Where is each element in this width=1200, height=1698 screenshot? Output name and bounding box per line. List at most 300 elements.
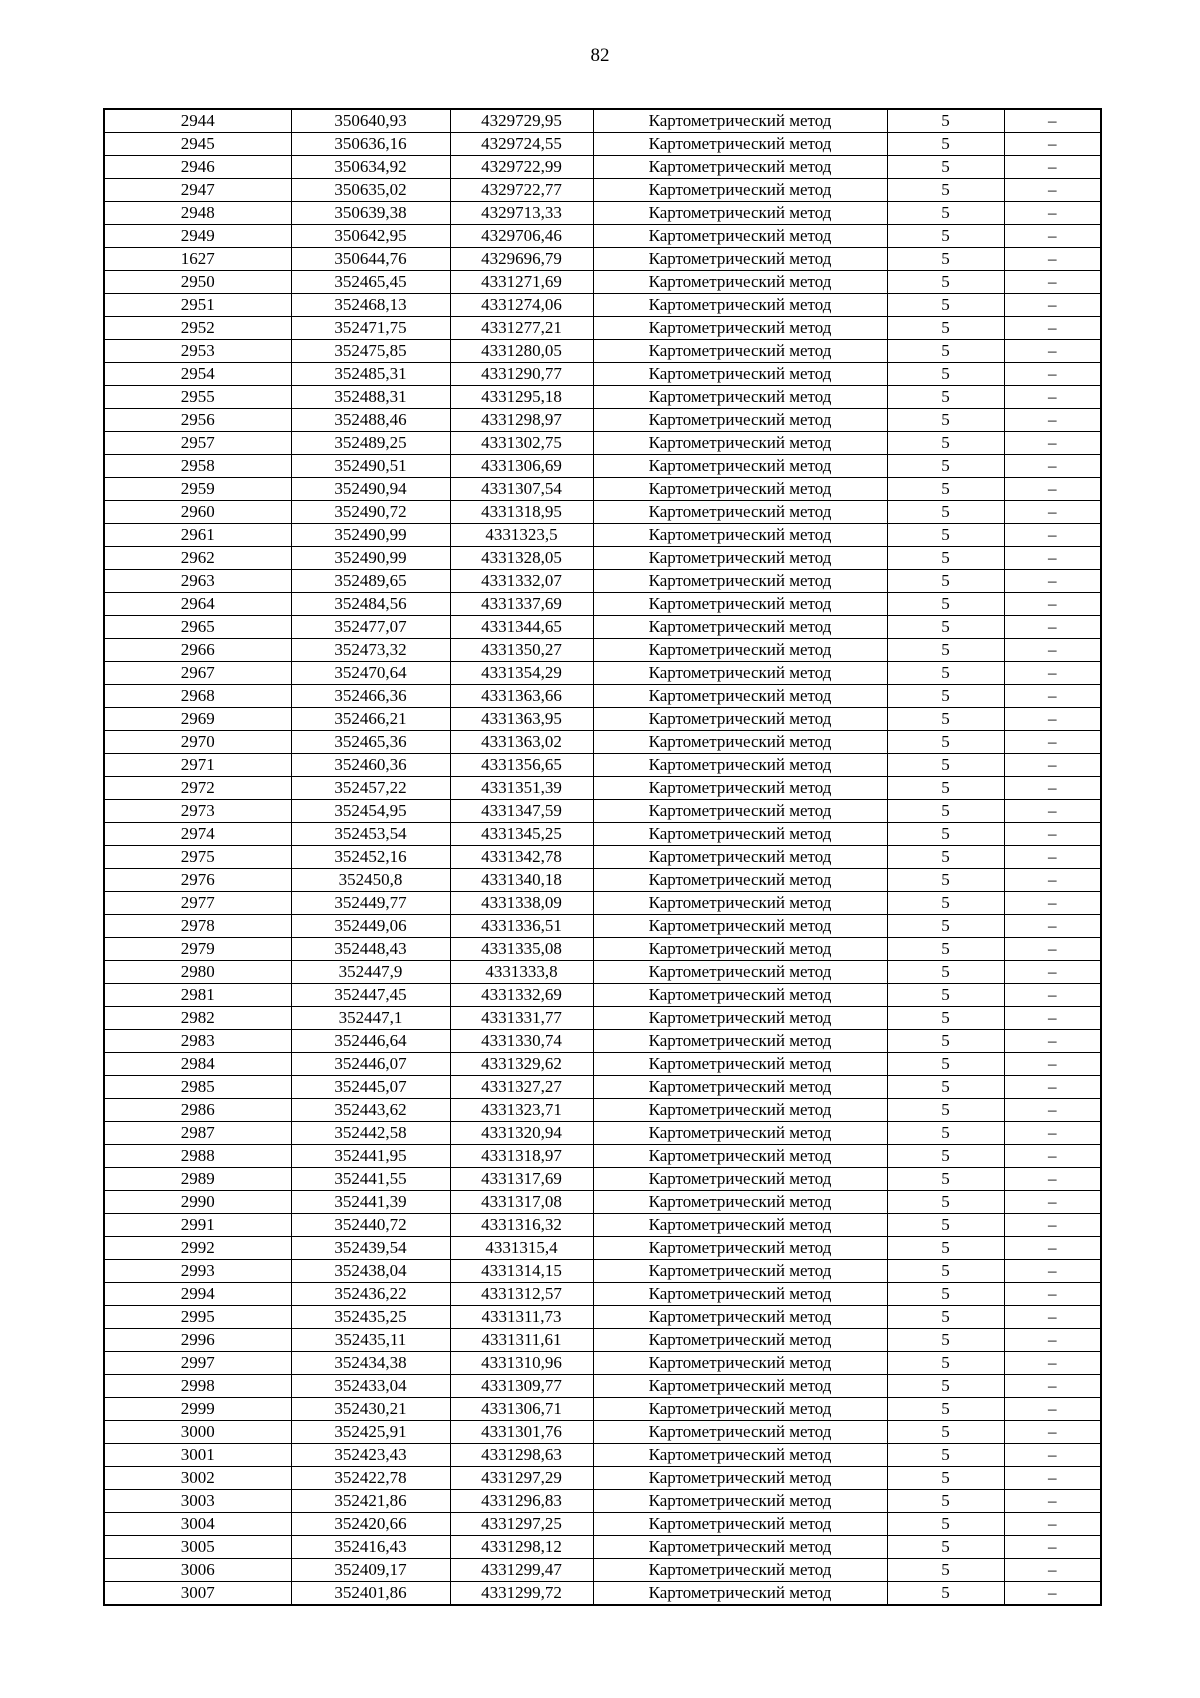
x-coordinate-cell: 352466,21 bbox=[291, 708, 450, 731]
note-cell: – bbox=[1004, 1214, 1101, 1237]
table-row bbox=[104, 386, 1101, 409]
table-row bbox=[104, 708, 1101, 731]
y-coordinate-cell: 4331337,69 bbox=[450, 593, 593, 616]
note-cell: – bbox=[1004, 1306, 1101, 1329]
x-coordinate-cell: 352443,62 bbox=[291, 1099, 450, 1122]
x-coordinate-cell: 352466,36 bbox=[291, 685, 450, 708]
method-cell: Картометрический метод bbox=[593, 271, 887, 294]
method-cell: Картометрический метод bbox=[593, 1559, 887, 1582]
accuracy-cell: 5 bbox=[887, 478, 1004, 501]
x-coordinate-cell: 352446,07 bbox=[291, 1053, 450, 1076]
y-coordinate-cell: 4331363,95 bbox=[450, 708, 593, 731]
table-row bbox=[104, 1076, 1101, 1099]
table-row bbox=[104, 777, 1101, 800]
point-number-cell: 2994 bbox=[104, 1283, 291, 1306]
method-cell: Картометрический метод bbox=[593, 639, 887, 662]
point-number-cell: 2961 bbox=[104, 524, 291, 547]
point-number-cell: 2963 bbox=[104, 570, 291, 593]
x-coordinate-cell: 352468,13 bbox=[291, 294, 450, 317]
table-row bbox=[104, 363, 1101, 386]
y-coordinate-cell: 4331363,02 bbox=[450, 731, 593, 754]
y-coordinate-cell: 4331330,74 bbox=[450, 1030, 593, 1053]
note-cell: – bbox=[1004, 1283, 1101, 1306]
table-row bbox=[104, 501, 1101, 524]
y-coordinate-cell: 4329722,99 bbox=[450, 156, 593, 179]
note-cell: – bbox=[1004, 915, 1101, 938]
accuracy-cell: 5 bbox=[887, 1030, 1004, 1053]
point-number-cell: 2964 bbox=[104, 593, 291, 616]
accuracy-cell: 5 bbox=[887, 1467, 1004, 1490]
note-cell: – bbox=[1004, 616, 1101, 639]
y-coordinate-cell: 4331315,4 bbox=[450, 1237, 593, 1260]
point-number-cell: 2980 bbox=[104, 961, 291, 984]
y-coordinate-cell: 4331340,18 bbox=[450, 869, 593, 892]
note-cell: – bbox=[1004, 363, 1101, 386]
note-cell: – bbox=[1004, 1076, 1101, 1099]
point-number-cell: 3003 bbox=[104, 1490, 291, 1513]
accuracy-cell: 5 bbox=[887, 1168, 1004, 1191]
x-coordinate-cell: 352442,58 bbox=[291, 1122, 450, 1145]
y-coordinate-cell: 4331302,75 bbox=[450, 432, 593, 455]
table-row bbox=[104, 685, 1101, 708]
point-number-cell: 2975 bbox=[104, 846, 291, 869]
accuracy-cell: 5 bbox=[887, 271, 1004, 294]
table-row bbox=[104, 432, 1101, 455]
point-number-cell: 2962 bbox=[104, 547, 291, 570]
method-cell: Картометрический метод bbox=[593, 1467, 887, 1490]
note-cell: – bbox=[1004, 432, 1101, 455]
accuracy-cell: 5 bbox=[887, 915, 1004, 938]
x-coordinate-cell: 352475,85 bbox=[291, 340, 450, 363]
y-coordinate-cell: 4329696,79 bbox=[450, 248, 593, 271]
x-coordinate-cell: 352409,17 bbox=[291, 1559, 450, 1582]
y-coordinate-cell: 4331318,97 bbox=[450, 1145, 593, 1168]
note-cell: – bbox=[1004, 1168, 1101, 1191]
x-coordinate-cell: 352452,16 bbox=[291, 846, 450, 869]
y-coordinate-cell: 4331296,83 bbox=[450, 1490, 593, 1513]
note-cell: – bbox=[1004, 1582, 1101, 1606]
table-row bbox=[104, 800, 1101, 823]
point-number-cell: 2969 bbox=[104, 708, 291, 731]
table-row bbox=[104, 869, 1101, 892]
method-cell: Картометрический метод bbox=[593, 892, 887, 915]
table-row bbox=[104, 1444, 1101, 1467]
method-cell: Картометрический метод bbox=[593, 1076, 887, 1099]
method-cell: Картометрический метод bbox=[593, 248, 887, 271]
accuracy-cell: 5 bbox=[887, 662, 1004, 685]
x-coordinate-cell: 352435,11 bbox=[291, 1329, 450, 1352]
y-coordinate-cell: 4331297,25 bbox=[450, 1513, 593, 1536]
y-coordinate-cell: 4331280,05 bbox=[450, 340, 593, 363]
x-coordinate-cell: 350634,92 bbox=[291, 156, 450, 179]
method-cell: Картометрический метод bbox=[593, 1398, 887, 1421]
x-coordinate-cell: 352490,99 bbox=[291, 547, 450, 570]
note-cell: – bbox=[1004, 386, 1101, 409]
y-coordinate-cell: 4331356,65 bbox=[450, 754, 593, 777]
method-cell: Картометрический метод bbox=[593, 1007, 887, 1030]
y-coordinate-cell: 4331298,12 bbox=[450, 1536, 593, 1559]
page-number: 82 bbox=[590, 45, 610, 66]
y-coordinate-cell: 4331323,5 bbox=[450, 524, 593, 547]
accuracy-cell: 5 bbox=[887, 1214, 1004, 1237]
note-cell: – bbox=[1004, 271, 1101, 294]
note-cell: – bbox=[1004, 984, 1101, 1007]
x-coordinate-cell: 352441,55 bbox=[291, 1168, 450, 1191]
y-coordinate-cell: 4329706,46 bbox=[450, 225, 593, 248]
point-number-cell: 2946 bbox=[104, 156, 291, 179]
y-coordinate-cell: 4331301,76 bbox=[450, 1421, 593, 1444]
point-number-cell: 3002 bbox=[104, 1467, 291, 1490]
table-row bbox=[104, 317, 1101, 340]
point-number-cell: 2948 bbox=[104, 202, 291, 225]
note-cell: – bbox=[1004, 202, 1101, 225]
accuracy-cell: 5 bbox=[887, 1007, 1004, 1030]
table-row bbox=[104, 984, 1101, 1007]
x-coordinate-cell: 350635,02 bbox=[291, 179, 450, 202]
method-cell: Картометрический метод bbox=[593, 1329, 887, 1352]
note-cell: – bbox=[1004, 317, 1101, 340]
table-row bbox=[104, 455, 1101, 478]
point-number-cell: 2945 bbox=[104, 133, 291, 156]
note-cell: – bbox=[1004, 340, 1101, 363]
accuracy-cell: 5 bbox=[887, 432, 1004, 455]
note-cell: – bbox=[1004, 1375, 1101, 1398]
note-cell: – bbox=[1004, 1421, 1101, 1444]
method-cell: Картометрический метод bbox=[593, 1168, 887, 1191]
note-cell: – bbox=[1004, 409, 1101, 432]
accuracy-cell: 5 bbox=[887, 892, 1004, 915]
note-cell: – bbox=[1004, 225, 1101, 248]
accuracy-cell: 5 bbox=[887, 1398, 1004, 1421]
accuracy-cell: 5 bbox=[887, 109, 1004, 133]
note-cell: – bbox=[1004, 478, 1101, 501]
y-coordinate-cell: 4331347,59 bbox=[450, 800, 593, 823]
table-row bbox=[104, 754, 1101, 777]
x-coordinate-cell: 352445,07 bbox=[291, 1076, 450, 1099]
y-coordinate-cell: 4331345,25 bbox=[450, 823, 593, 846]
method-cell: Картометрический метод bbox=[593, 317, 887, 340]
y-coordinate-cell: 4331332,69 bbox=[450, 984, 593, 1007]
table-row bbox=[104, 340, 1101, 363]
note-cell: – bbox=[1004, 248, 1101, 271]
y-coordinate-cell: 4331306,71 bbox=[450, 1398, 593, 1421]
accuracy-cell: 5 bbox=[887, 248, 1004, 271]
x-coordinate-cell: 352490,72 bbox=[291, 501, 450, 524]
method-cell: Картометрический метод bbox=[593, 1352, 887, 1375]
point-number-cell: 2989 bbox=[104, 1168, 291, 1191]
point-number-cell: 2991 bbox=[104, 1214, 291, 1237]
point-number-cell: 2995 bbox=[104, 1306, 291, 1329]
accuracy-cell: 5 bbox=[887, 593, 1004, 616]
note-cell: – bbox=[1004, 708, 1101, 731]
x-coordinate-cell: 350640,93 bbox=[291, 109, 450, 133]
x-coordinate-cell: 352490,94 bbox=[291, 478, 450, 501]
table-row bbox=[104, 938, 1101, 961]
note-cell: – bbox=[1004, 754, 1101, 777]
note-cell: – bbox=[1004, 294, 1101, 317]
accuracy-cell: 5 bbox=[887, 1490, 1004, 1513]
y-coordinate-cell: 4331309,77 bbox=[450, 1375, 593, 1398]
point-number-cell: 2965 bbox=[104, 616, 291, 639]
method-cell: Картометрический метод bbox=[593, 1421, 887, 1444]
x-coordinate-cell: 352446,64 bbox=[291, 1030, 450, 1053]
x-coordinate-cell: 352438,04 bbox=[291, 1260, 450, 1283]
y-coordinate-cell: 4331350,27 bbox=[450, 639, 593, 662]
point-number-cell: 2998 bbox=[104, 1375, 291, 1398]
point-number-cell: 2983 bbox=[104, 1030, 291, 1053]
y-coordinate-cell: 4329729,95 bbox=[450, 109, 593, 133]
accuracy-cell: 5 bbox=[887, 1444, 1004, 1467]
note-cell: – bbox=[1004, 1398, 1101, 1421]
accuracy-cell: 5 bbox=[887, 1053, 1004, 1076]
y-coordinate-cell: 4331363,66 bbox=[450, 685, 593, 708]
table-row bbox=[104, 1191, 1101, 1214]
point-number-cell: 2949 bbox=[104, 225, 291, 248]
note-cell: – bbox=[1004, 1444, 1101, 1467]
table-row bbox=[104, 1467, 1101, 1490]
y-coordinate-cell: 4331320,94 bbox=[450, 1122, 593, 1145]
point-number-cell: 2974 bbox=[104, 823, 291, 846]
table-row bbox=[104, 1214, 1101, 1237]
table-row bbox=[104, 1145, 1101, 1168]
point-number-cell: 2985 bbox=[104, 1076, 291, 1099]
y-coordinate-cell: 4331299,72 bbox=[450, 1582, 593, 1606]
accuracy-cell: 5 bbox=[887, 708, 1004, 731]
x-coordinate-cell: 352454,95 bbox=[291, 800, 450, 823]
y-coordinate-cell: 4329724,55 bbox=[450, 133, 593, 156]
note-cell: – bbox=[1004, 846, 1101, 869]
note-cell: – bbox=[1004, 133, 1101, 156]
table-row bbox=[104, 179, 1101, 202]
method-cell: Картометрический метод bbox=[593, 754, 887, 777]
method-cell: Картометрический метод bbox=[593, 1490, 887, 1513]
y-coordinate-cell: 4331307,54 bbox=[450, 478, 593, 501]
x-coordinate-cell: 352460,36 bbox=[291, 754, 450, 777]
y-coordinate-cell: 4331344,65 bbox=[450, 616, 593, 639]
accuracy-cell: 5 bbox=[887, 409, 1004, 432]
accuracy-cell: 5 bbox=[887, 1536, 1004, 1559]
point-number-cell: 2993 bbox=[104, 1260, 291, 1283]
accuracy-cell: 5 bbox=[887, 846, 1004, 869]
method-cell: Картометрический метод bbox=[593, 109, 887, 133]
method-cell: Картометрический метод bbox=[593, 156, 887, 179]
note-cell: – bbox=[1004, 1467, 1101, 1490]
table-row bbox=[104, 823, 1101, 846]
y-coordinate-cell: 4331290,77 bbox=[450, 363, 593, 386]
accuracy-cell: 5 bbox=[887, 202, 1004, 225]
accuracy-cell: 5 bbox=[887, 639, 1004, 662]
method-cell: Картометрический метод bbox=[593, 823, 887, 846]
accuracy-cell: 5 bbox=[887, 1076, 1004, 1099]
accuracy-cell: 5 bbox=[887, 1513, 1004, 1536]
table-row bbox=[104, 547, 1101, 570]
point-number-cell: 2951 bbox=[104, 294, 291, 317]
x-coordinate-cell: 352447,1 bbox=[291, 1007, 450, 1030]
accuracy-cell: 5 bbox=[887, 869, 1004, 892]
table-row bbox=[104, 1168, 1101, 1191]
point-number-cell: 2977 bbox=[104, 892, 291, 915]
note-cell: – bbox=[1004, 1145, 1101, 1168]
table-row bbox=[104, 915, 1101, 938]
x-coordinate-cell: 352449,77 bbox=[291, 892, 450, 915]
x-coordinate-cell: 352430,21 bbox=[291, 1398, 450, 1421]
point-number-cell: 3000 bbox=[104, 1421, 291, 1444]
note-cell: – bbox=[1004, 1053, 1101, 1076]
table-row bbox=[104, 1007, 1101, 1030]
method-cell: Картометрический метод bbox=[593, 984, 887, 1007]
accuracy-cell: 5 bbox=[887, 1145, 1004, 1168]
table-row bbox=[104, 1352, 1101, 1375]
x-coordinate-cell: 352420,66 bbox=[291, 1513, 450, 1536]
point-number-cell: 2958 bbox=[104, 455, 291, 478]
method-cell: Картометрический метод bbox=[593, 1513, 887, 1536]
accuracy-cell: 5 bbox=[887, 570, 1004, 593]
x-coordinate-cell: 352490,51 bbox=[291, 455, 450, 478]
method-cell: Картометрический метод bbox=[593, 501, 887, 524]
point-number-cell: 2982 bbox=[104, 1007, 291, 1030]
y-coordinate-cell: 4331331,77 bbox=[450, 1007, 593, 1030]
method-cell: Картометрический метод bbox=[593, 1053, 887, 1076]
y-coordinate-cell: 4331271,69 bbox=[450, 271, 593, 294]
table-row bbox=[104, 1053, 1101, 1076]
note-cell: – bbox=[1004, 1536, 1101, 1559]
y-coordinate-cell: 4331332,07 bbox=[450, 570, 593, 593]
method-cell: Картометрический метод bbox=[593, 1375, 887, 1398]
note-cell: – bbox=[1004, 593, 1101, 616]
table-row bbox=[104, 478, 1101, 501]
table-row bbox=[104, 248, 1101, 271]
accuracy-cell: 5 bbox=[887, 179, 1004, 202]
y-coordinate-cell: 4329713,33 bbox=[450, 202, 593, 225]
point-number-cell: 2954 bbox=[104, 363, 291, 386]
accuracy-cell: 5 bbox=[887, 340, 1004, 363]
method-cell: Картометрический метод bbox=[593, 915, 887, 938]
table-row bbox=[104, 1099, 1101, 1122]
table-row bbox=[104, 294, 1101, 317]
y-coordinate-cell: 4331314,15 bbox=[450, 1260, 593, 1283]
table-row bbox=[104, 662, 1101, 685]
table-row bbox=[104, 639, 1101, 662]
method-cell: Картометрический метод bbox=[593, 409, 887, 432]
y-coordinate-cell: 4331328,05 bbox=[450, 547, 593, 570]
method-cell: Картометрический метод bbox=[593, 616, 887, 639]
point-number-cell: 2992 bbox=[104, 1237, 291, 1260]
table-row bbox=[104, 1559, 1101, 1582]
x-coordinate-cell: 352488,46 bbox=[291, 409, 450, 432]
x-coordinate-cell: 352465,45 bbox=[291, 271, 450, 294]
note-cell: – bbox=[1004, 938, 1101, 961]
note-cell: – bbox=[1004, 1260, 1101, 1283]
point-number-cell: 2976 bbox=[104, 869, 291, 892]
point-number-cell: 2950 bbox=[104, 271, 291, 294]
accuracy-cell: 5 bbox=[887, 616, 1004, 639]
x-coordinate-cell: 352485,31 bbox=[291, 363, 450, 386]
point-number-cell: 2959 bbox=[104, 478, 291, 501]
note-cell: – bbox=[1004, 639, 1101, 662]
point-number-cell: 2971 bbox=[104, 754, 291, 777]
point-number-cell: 2981 bbox=[104, 984, 291, 1007]
x-coordinate-cell: 352489,25 bbox=[291, 432, 450, 455]
method-cell: Картометрический метод bbox=[593, 179, 887, 202]
x-coordinate-cell: 352433,04 bbox=[291, 1375, 450, 1398]
method-cell: Картометрический метод bbox=[593, 1099, 887, 1122]
method-cell: Картометрический метод bbox=[593, 777, 887, 800]
table-row bbox=[104, 731, 1101, 754]
note-cell: – bbox=[1004, 1191, 1101, 1214]
table-row bbox=[104, 524, 1101, 547]
method-cell: Картометрический метод bbox=[593, 386, 887, 409]
y-coordinate-cell: 4331317,08 bbox=[450, 1191, 593, 1214]
x-coordinate-cell: 352453,54 bbox=[291, 823, 450, 846]
x-coordinate-cell: 352484,56 bbox=[291, 593, 450, 616]
method-cell: Картометрический метод bbox=[593, 1122, 887, 1145]
method-cell: Картометрический метод bbox=[593, 1582, 887, 1606]
point-number-cell: 3006 bbox=[104, 1559, 291, 1582]
x-coordinate-cell: 352490,99 bbox=[291, 524, 450, 547]
note-cell: – bbox=[1004, 961, 1101, 984]
point-number-cell: 2955 bbox=[104, 386, 291, 409]
y-coordinate-cell: 4331333,8 bbox=[450, 961, 593, 984]
accuracy-cell: 5 bbox=[887, 1237, 1004, 1260]
point-number-cell: 3001 bbox=[104, 1444, 291, 1467]
x-coordinate-cell: 352465,36 bbox=[291, 731, 450, 754]
accuracy-cell: 5 bbox=[887, 1306, 1004, 1329]
note-cell: – bbox=[1004, 1237, 1101, 1260]
point-number-cell: 2979 bbox=[104, 938, 291, 961]
method-cell: Картометрический метод bbox=[593, 524, 887, 547]
accuracy-cell: 5 bbox=[887, 961, 1004, 984]
accuracy-cell: 5 bbox=[887, 317, 1004, 340]
point-number-cell: 3007 bbox=[104, 1582, 291, 1606]
accuracy-cell: 5 bbox=[887, 984, 1004, 1007]
method-cell: Картометрический метод bbox=[593, 800, 887, 823]
method-cell: Картометрический метод bbox=[593, 570, 887, 593]
point-number-cell: 2944 bbox=[104, 109, 291, 133]
y-coordinate-cell: 4331311,73 bbox=[450, 1306, 593, 1329]
point-number-cell: 2984 bbox=[104, 1053, 291, 1076]
method-cell: Картометрический метод bbox=[593, 846, 887, 869]
x-coordinate-cell: 352434,38 bbox=[291, 1352, 450, 1375]
accuracy-cell: 5 bbox=[887, 386, 1004, 409]
table-row bbox=[104, 202, 1101, 225]
accuracy-cell: 5 bbox=[887, 547, 1004, 570]
table-row bbox=[104, 961, 1101, 984]
accuracy-cell: 5 bbox=[887, 363, 1004, 386]
x-coordinate-cell: 352425,91 bbox=[291, 1421, 450, 1444]
y-coordinate-cell: 4331351,39 bbox=[450, 777, 593, 800]
note-cell: – bbox=[1004, 1513, 1101, 1536]
accuracy-cell: 5 bbox=[887, 1099, 1004, 1122]
note-cell: – bbox=[1004, 892, 1101, 915]
method-cell: Картометрический метод bbox=[593, 432, 887, 455]
point-number-cell: 2966 bbox=[104, 639, 291, 662]
x-coordinate-cell: 352471,75 bbox=[291, 317, 450, 340]
x-coordinate-cell: 352473,32 bbox=[291, 639, 450, 662]
x-coordinate-cell: 350644,76 bbox=[291, 248, 450, 271]
method-cell: Картометрический метод bbox=[593, 708, 887, 731]
y-coordinate-cell: 4331318,95 bbox=[450, 501, 593, 524]
x-coordinate-cell: 352488,31 bbox=[291, 386, 450, 409]
x-coordinate-cell: 352457,22 bbox=[291, 777, 450, 800]
y-coordinate-cell: 4331317,69 bbox=[450, 1168, 593, 1191]
x-coordinate-cell: 352401,86 bbox=[291, 1582, 450, 1606]
note-cell: – bbox=[1004, 455, 1101, 478]
note-cell: – bbox=[1004, 1099, 1101, 1122]
accuracy-cell: 5 bbox=[887, 1375, 1004, 1398]
y-coordinate-cell: 4331327,27 bbox=[450, 1076, 593, 1099]
x-coordinate-cell: 352441,95 bbox=[291, 1145, 450, 1168]
point-number-cell: 2960 bbox=[104, 501, 291, 524]
